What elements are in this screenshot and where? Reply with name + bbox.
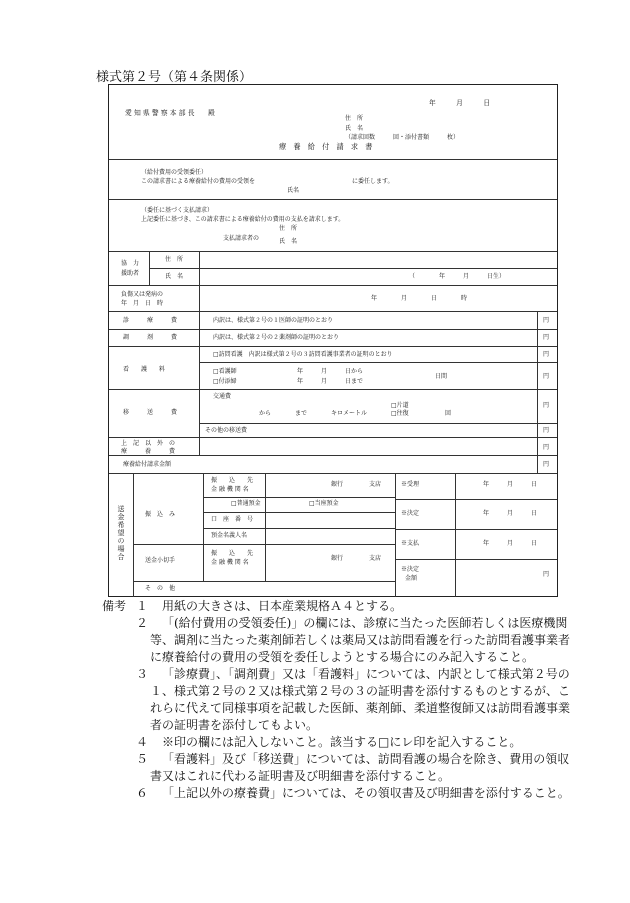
proxy-receipt-name-label: 氏名 xyxy=(287,187,300,194)
remit-branch2[interactable]: 支店 xyxy=(369,555,382,562)
kango-visit-nursing[interactable]: □訪問看護 内訳は様式第２号の３訪問看護事業者の証明のとおり xyxy=(213,351,393,358)
remit-current-checkbox[interactable]: □当座預金 xyxy=(309,500,339,507)
note-line: 書又はこれに代わる証明書及び明細書を添付すること。 xyxy=(150,769,451,783)
chozai-yen: 円 xyxy=(543,334,550,341)
addressee: 愛 知 県 警 察 本 部 長 殿 xyxy=(125,109,215,117)
note-line: 「(給付費用の受領委任)」の欄には、診療に当たった医師若しくは医療機関 xyxy=(162,616,568,630)
iso-oneway-checkbox[interactable]: □片道 xyxy=(391,402,409,409)
iso-other: その他の移送費 xyxy=(205,427,248,434)
payment-request-text: 上記委任に基づき、この請求書による療養給付の費用の支払を請求します。 xyxy=(141,216,345,223)
form-heading: 療 養 給 付 請 求 書 xyxy=(279,142,373,151)
proxy-receipt-text: この請求書による療養給付の費用の受領を xyxy=(141,178,256,185)
applicant-name-label: 氏 名 xyxy=(345,125,364,132)
payment-request-name-label: 氏 名 xyxy=(279,238,298,245)
remit-bank-label-2: 金 融 機 関 名 xyxy=(211,486,249,493)
iso-times: 回 xyxy=(445,410,452,417)
note-number: ５ xyxy=(136,752,149,766)
remit-decided-amount-2: 金額 xyxy=(405,575,418,582)
note-line: 者の証明書を添付してもよい。 xyxy=(150,718,319,732)
remit-received-label: ※受理 xyxy=(401,481,420,488)
note-number: １ xyxy=(136,599,149,613)
remit-other: そ の 他 xyxy=(145,585,176,592)
helper-name-label: 氏 名 xyxy=(165,273,184,280)
remit-branch[interactable]: 支店 xyxy=(369,481,382,488)
remit-money-order: 送金小切手 xyxy=(145,557,176,564)
iso-label: 移 送 費 xyxy=(123,409,178,416)
remit-decided-amount-yen: 円 xyxy=(543,571,550,578)
other-care-label-1: 上 記 以 外 の xyxy=(121,440,176,447)
remit-bank[interactable]: 銀行 xyxy=(331,481,344,488)
note-line: 用紙の大きさは、日本産業規格Ａ４とする。 xyxy=(162,599,403,613)
remit-account-no-label: 口 座 番 号 xyxy=(211,516,254,523)
remit-bank-label-1: 振 込 先 xyxy=(211,477,254,484)
remit-holder-label: 預金名義人名 xyxy=(211,532,248,539)
remit-bank2[interactable]: 銀行 xyxy=(331,555,344,562)
notes-head: 備考 xyxy=(102,599,127,613)
shinryo-detail: 内訳は、様式第２号の１医師の証明のとおり xyxy=(213,317,334,324)
kango-label: 看 護 料 xyxy=(123,366,166,373)
iso-roundtrip-checkbox[interactable]: □往復 xyxy=(391,410,409,417)
total-label: 療養給付請求金額 xyxy=(123,461,172,468)
remit-side-label: 送金希望の場合 xyxy=(117,505,125,561)
iso-route[interactable]: から まで キロメートル xyxy=(259,410,368,417)
kango-period-from[interactable]: 年 月 日から xyxy=(297,368,364,375)
injury-label-2: 年 月 日 時 xyxy=(121,300,164,307)
claim-date[interactable]: 年 月 日 xyxy=(429,99,491,107)
proxy-receipt-text-end: に委任します。 xyxy=(352,178,394,185)
note-line: に療養給付の費用の受領を委任しようとする場合にのみ記入すること。 xyxy=(150,650,535,664)
remit-bank2-label-2: 金 融 機 関 名 xyxy=(211,559,249,566)
note-number: ３ xyxy=(136,667,149,681)
other-care-yen: 円 xyxy=(543,444,550,451)
note-line: 等、調剤に当たった薬剤師若しくは薬局又は訪問看護を行った訪問看護事業者 xyxy=(150,633,571,647)
note-line: １、様式第２号の２又は様式第２号の３の証明書を添付するものとするが、こ xyxy=(150,684,571,698)
iso-transport: 交通費 xyxy=(213,393,232,400)
remit-decided-amount-1: ※決定 xyxy=(401,566,420,573)
chozai-label: 調 剤 費 xyxy=(123,334,178,341)
form-title: 様式第２号（第４条関係） xyxy=(96,70,253,85)
remit-decided-date[interactable]: 年 月 日 xyxy=(483,510,538,517)
shinryo-yen: 円 xyxy=(543,317,550,324)
kango-days: 日間 xyxy=(435,373,448,380)
remit-paid-date[interactable]: 年 月 日 xyxy=(483,540,538,547)
helper-label-2: 援助者 xyxy=(121,270,140,277)
notes xyxy=(102,598,602,800)
total-yen: 円 xyxy=(543,461,550,468)
kango-period-to[interactable]: 年 月 日まで xyxy=(297,378,364,385)
note-number: ４ xyxy=(136,735,149,749)
helper-birth[interactable]: （ 年 月 日生） xyxy=(409,273,506,280)
kango-nurse-checkbox[interactable]: □看護師 xyxy=(213,368,237,375)
kango-visit-yen: 円 xyxy=(543,351,550,358)
remit-paid-label: ※支払 xyxy=(401,540,420,547)
other-care-label-2: 療 養 費 xyxy=(121,448,176,455)
payment-requester-label: 支払請求者の xyxy=(223,235,260,242)
applicant-address-label: 住 所 xyxy=(345,115,364,122)
note-line: 「診療費」、「調剤費」又は「看護料」については、内訳として様式第２号の xyxy=(162,667,570,681)
note-number: ６ xyxy=(136,786,149,800)
note-line: れらに代えて同様事項を記載した医師、薬剤師、柔道整復師又は訪問看護事業 xyxy=(150,701,571,715)
remit-decided-label: ※決定 xyxy=(401,510,420,517)
shinryo-label: 診 療 費 xyxy=(123,317,178,324)
claim-count: （請求回数 回・添付書類 枚） xyxy=(345,134,460,141)
note-number: ２ xyxy=(136,616,149,630)
chozai-detail: 内訳は、様式第２号の２薬剤師の証明のとおり xyxy=(213,334,340,341)
injury-date-value[interactable]: 年 月 日 時 xyxy=(371,295,468,302)
note-line: 「看護料」及び「移送費」については、訪問看護の場合を除き、費用の領収 xyxy=(162,752,570,766)
kango-attendant-checkbox[interactable]: □付添婦 xyxy=(213,378,237,385)
claim-form-frame xyxy=(108,84,558,597)
remit-ordinary-checkbox[interactable]: □普通預金 xyxy=(231,500,261,507)
helper-label-1: 協 力 xyxy=(121,260,140,267)
remit-transfer: 振 込 み xyxy=(145,511,176,518)
payment-request-title: （委任に基づく支払請求） xyxy=(141,207,214,214)
iso-transport-yen: 円 xyxy=(543,402,550,409)
iso-other-yen: 円 xyxy=(543,427,550,434)
kango-yen: 円 xyxy=(543,373,550,380)
note-line: 「上記以外の療養費」については、その領収書及び明細書を添付すること。 xyxy=(162,786,570,800)
remit-bank2-label-1: 振 込 先 xyxy=(211,550,254,557)
payment-request-address-label: 住 所 xyxy=(279,225,298,232)
remit-received-date[interactable]: 年 月 日 xyxy=(483,481,538,488)
helper-address-label: 住 所 xyxy=(165,256,184,263)
proxy-receipt-title: （給付費用の受領委任） xyxy=(141,169,208,176)
note-line: ※印の欄には記入しないこと。該当する□にレ印を記入すること。 xyxy=(162,735,522,749)
injury-label-1: 負傷又は発病の xyxy=(121,291,164,298)
